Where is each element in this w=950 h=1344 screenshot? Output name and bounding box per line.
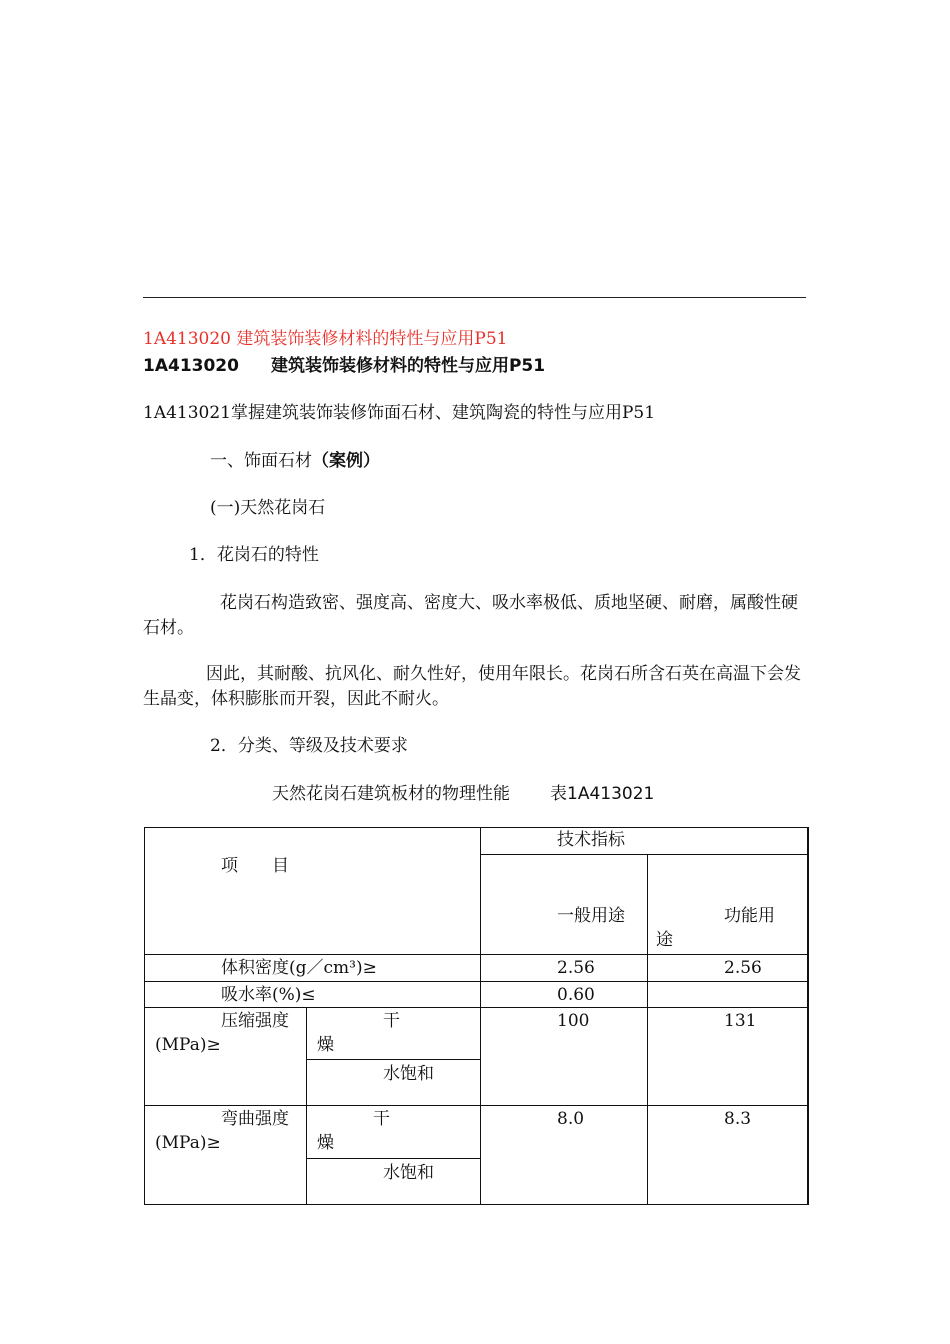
heading-red: 1A413020 建筑装饰装修材料的特性与应用P51 [143,329,508,349]
subsection-title: (一)天然花岗石 [210,498,326,518]
table-title-name: 天然花岗石建筑板材的物理性能 [272,784,510,804]
flexural-wet: 水饱和 [307,1158,481,1204]
paragraph-1: 花岗石构造致密、强度高、密度大、吸水率极低、质地坚硬、耐磨，属酸性硬石材。 [143,593,798,638]
heading-bold [143,354,545,378]
table-title [272,782,654,806]
section-title-text: 一、饰面石材 [210,451,312,471]
compressive-dry-cell [307,1007,481,1059]
flexural-label-a: 弯曲强度 [221,1109,289,1130]
compressive-functional: 131 [648,1007,808,1106]
compressive-label-a: 压缩强度 [221,1010,289,1031]
col-general: 一般用途 [557,906,625,927]
compressive-general: 100 [481,1007,648,1106]
table-row [145,981,808,1007]
absorption-functional [648,981,808,1007]
heading-title: 建筑装饰装修材料的特性与应用P51 [270,356,546,376]
table-title-code: 表1A413021 [550,784,655,804]
item-2-title: 2．分类、等级及技术要求 [210,736,408,756]
absorption-label: 吸水率(%)≤ [145,981,481,1007]
col-general-cell [481,855,648,955]
heading-code: 1A413020 [143,356,239,376]
paragraph-2: 因此，其耐酸、抗风化、耐久性好，使用年限长。花岗石所含石英在高温下会发生晶变，体积膨胀而开裂，因此不耐火。 [143,664,801,709]
density-general: 2.56 [481,954,648,981]
section-title-bold: （案例） [312,451,380,471]
header-item-cell [145,828,481,955]
compressive-dry-b: 燥 [317,1034,334,1055]
flexural-dry-cell [307,1106,481,1158]
table-row [145,1007,808,1059]
header-group-cell [481,828,808,855]
compressive-label-cell [145,1007,307,1106]
table-row [145,1106,808,1158]
compressive-dry-a: 干 [383,1010,400,1031]
item-1-title: 1．花岗石的特性 [189,545,319,565]
flexural-general: 8.0 [481,1106,648,1205]
header-rule [143,297,806,298]
flexural-dry-b: 燥 [317,1133,334,1154]
col-functional-cell [648,855,808,955]
col-functional-b: 途 [656,930,673,951]
table-row [145,954,808,981]
flexural-functional: 8.3 [648,1106,808,1205]
absorption-general: 0.60 [481,981,648,1007]
compressive-wet: 水饱和 [307,1060,481,1106]
header-item: 项 目 [221,856,289,876]
flexural-label-b: (MPa)≥ [155,1133,221,1154]
col-functional-a: 功能用 [724,906,775,927]
density-functional: 2.56 [648,954,808,981]
sub-heading: 1A413021掌握建筑装饰装修饰面石材、建筑陶瓷的特性与应用P51 [143,403,656,423]
density-label: 体积密度(g／cm³)≥ [145,954,481,981]
properties-table [144,827,809,1205]
flexural-dry-a: 干 [373,1109,390,1130]
section-title [210,449,380,473]
header-group: 技术指标 [557,830,625,850]
flexural-label-cell [145,1106,307,1205]
compressive-label-b: (MPa)≥ [155,1034,221,1055]
